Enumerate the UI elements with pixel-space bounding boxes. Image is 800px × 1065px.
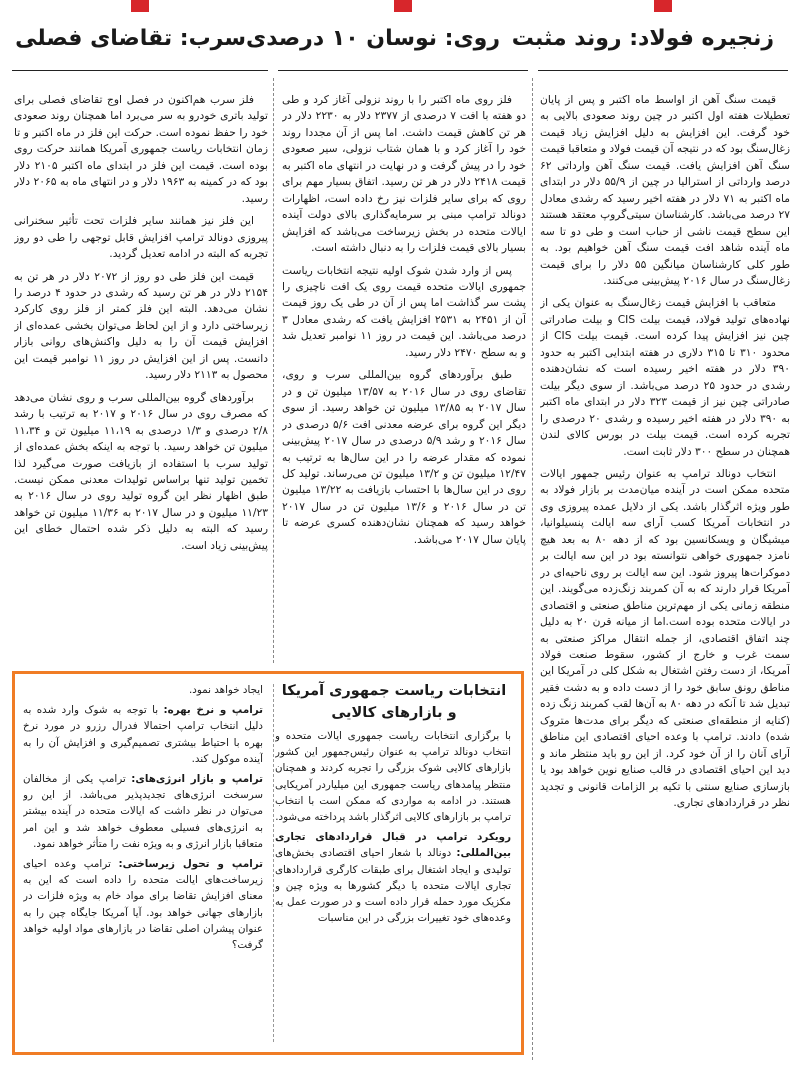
steel-article (540, 92, 790, 1057)
zinc-paragraph: فلز روی ماه اکتبر را با روند نزولی آغاز کرد و طی دو هفته با افت ۷ درصدی از ۲۳۷۷ دلار به ۲۲۳۰ دلار در هر تن کاهش قیمت داشت. اما پس از آن مجددا روند خود را آغاز کرد و با همان شتاب نزولی، سیر صعودی خود را در پیش گرفت و در نهایت در انتهای ماه اکتبر به قیمت ۲۴۱۸ دلار در هر تن رسید. اتفاق بسیار مهم برای روی که برای سایر فلزات نیز رخ داده است، اظهارات دونالد ترامپ مبنی بر سرمایه‌گذاری بالای دولت آینده ایالات متحده در بخش زیرساخت می‌باشد که افزایش بسیار بالای قیمت فلزات را به دنبال داشته است. (282, 93, 526, 255)
box-trade-text: دونالد با شعار احیای اقتصادی بخش‌های تولیدی و ایجاد اشتغال برای طبقات کارگری قراردادهای تجاری ایالات متحده با دیگر کشورها به ویژه چین و مکزیک مورد حمله قرار داده است و در صورت عمل به وعده‌های خود تغییرات بزرگی در این مناسبات (275, 847, 511, 925)
zinc-title: روی: نوسان ۱۰ درصدی (246, 26, 500, 51)
header-marker (131, 0, 149, 12)
steel-paragraph: متعاقب با افزایش قیمت زغال‌سنگ به عنوان یکی از نهاده‌های تولید فولاد، قیمت بیلت CIS و بیلت صادراتی چین نیز افزایش پیدا کرده است. قیمت بیلت CIS از محدود ۳۱۰ تا ۳۱۵ دلاری در هفته ابتدایی اکتبر به حدود ۳۹۰ دلار در هفته اخیر رسیده است که نشان‌دهنده رشدی در حدود ۲۵ درصد می‌باشد. از سوی دیگر بیلت صادراتی چین نیز از قیمت ۳۲۳ دلار در ابتدای ماه اکتبر به ۳۹۰ دلار در هفته اخیر رسیده و رشدی ۲۰ درصدی را تجربه کرده است. قیمت بیلت در بورس کالای لندن همچنان در سطح ۳۰۰ دلار ثابت است. (540, 296, 790, 458)
lead-paragraph: قیمت این فلز طی دو روز از ۲۰۷۲ دلار در هر تن به ۲۱۵۴ دلار در هر تن رسید که رشدی در حدود ۴ درصد را نشان می‌دهد. البته این فلز کمتر از فلز روی کارکرد زیرساختی دارد و از این لحاظ می‌توان بخشی عمده‌ای از افزایش قیمت آن را به دلیل واکنش‌های روانی بازار دانست. پس از این افزایش در روز ۱۱ نوامبر قیمت این محصول به ۲۱۱۳ دلار رسید. (14, 269, 268, 382)
lead-article (14, 92, 268, 667)
box-energy-text: ترامپ یکی از مخالفان سرسخت انرژی‌های تجدیدپذیر می‌باشد. از این رو می‌توان در نظر داشت که ایالات متحده در آینده بیشتر به انرژی‌های فسیلی معطوف خواهد شد و این امر متعاقبا بازار انرژی و به ویژه نفت را متأثر خواهد نمود. (23, 773, 263, 850)
box-heading-energy: ترامپ و بازار انرژی‌های: (131, 773, 263, 786)
election-sidebar-box (12, 671, 524, 1055)
box-continuation: ایجاد خواهد نمود. (188, 684, 263, 696)
box-heading-trade: رویکرد ترامپ در قبال قراردادهای تجاری بین‌المللی: (275, 831, 511, 860)
box-right-column (275, 728, 511, 1050)
lead-paragraph: فلز سرب هم‌اکنون در فصل اوج تقاضای فصلی برای تولید باتری خودرو به سر می‌برد اما همچنان روند صعودی خود را حفظ نموده است. حرکت این فلز در ماه اکتبر و تا زمان انتخابات ریاست جمهوری آمریکا همانند حرکت روی بوده است. قیمت این فلز در ابتدای ماه اکتبر ۲۱۰۵ دلار بود که در کمینه به ۱۹۶۳ دلار و در انتهای ماه به ۲۰۶۵ دلار رسید. (14, 93, 268, 205)
box-heading-interest: ترامپ و نرخ بهره: (163, 704, 263, 717)
column-divider (532, 78, 533, 1060)
box-title: انتخابات ریاست جمهوری آمریکا و بازارهای کالایی (281, 683, 507, 721)
box-heading-infrastructure: ترامپ و تحول زیرساختی: (118, 858, 263, 871)
box-divider (273, 684, 274, 1042)
lead-title: سرب: تقاضای فصلی (15, 26, 246, 51)
lead-paragraph: این فلز نیز همانند سایر فلزات تحت تأثیر سخنرانی پیروزی دونالد ترامپ افزایش قابل توجهی را طی دو روز تجربه که البته در ادامه تعدیل گردید. (14, 214, 268, 261)
box-interest-text: با توجه به شوک وارد شده به دلیل انتخاب ترامپ احتمالا فدرال رزرو در مورد نرخ بهره با احتیاط بیشتری تصمیم‌گیری و افزایش آن را به آینده موکول کند. (23, 704, 263, 765)
box-intro: با برگزاری انتخابات ریاست جمهوری ایالات متحده و انتخاب دونالد ترامپ به عنوان رئیس‌جمهور این کشور بازارهای کالایی شوک بزرگی را تجربه کردند و همچنان منتظر پیامدهای ریاست جمهوری این میلیاردر آمریکایی هستند. در ادامه به مواردی که ممکن است با انتخاب ترامپ بر بازارهای کالایی اثرگذار باشد پرداخته می‌شود. (275, 730, 511, 824)
steel-paragraph: قیمت سنگ آهن از اواسط ماه اکتبر و پس از پایان تعطیلات هفته اول اکتبر در چین روند صعودی بالایی به خود گرفت. این افزایش به دلیل افزایش زیاد قیمت زغال‌سنگ بود که در نتیجه آن قیمت فولاد و متعاقبا قیمت سنگ آهن افزایش یافت. قیمت سنگ آهن وارداتی ۶۲ درصد وارداتی از استرالیا در چین از ۵۵/۹ دلار در ابتدای ماه اکتبر به ۷۱ دلار در هفته اخیر رسید که رشدی معادل ۲۷ درصد می‌باشد. کارشناسان سیتی‌گروپ معتقد هستند این سطح قیمت ناشی از حباب است و طی دو تا سه ماه آینده شاهد افت قیمت سنگ آهن خواهیم بود. به طور کلی کارشناسان میانگین ۵۵ دلار را برای قیمت زغال‌سنگ در سال ۲۰۱۶ پیش‌بینی می‌کنند. (540, 93, 790, 287)
zinc-article (282, 92, 526, 667)
box-left-column (23, 682, 263, 1048)
box-infrastructure-text: ترامپ وعده احیای زیرساخت‌های ایالت متحده را داده است که این به معنای افزایش تقاضا برای مواد خام به ویژه فلزات در بازارهای جهانی خواهد بود. آیا آمریکا جایگاه چین را به عنوان پیشران اصلی تقاضا در بازارهای مواد اولیه خواهد گرفت؟ (23, 858, 263, 952)
zinc-paragraph: پس از وارد شدن شوک اولیه نتیجه انتخابات ریاست جمهوری ایالات متحده قیمت روی یک افت ناچیزی را پشت سر گذاشت اما پس از آن در طی یک روز قیمت آن از ۲۴۵۱ به ۲۵۳۱ افزایش یافت که رشدی معادل ۳ درصد می‌باشد. این قیمت در روز ۱۱ نوامبر تعدیل شد و به سطح ۲۴۷۰ دلار رسید. (282, 263, 526, 359)
header-zinc (246, 0, 528, 71)
header-marker (394, 0, 412, 12)
lead-paragraph: برآوردهای گروه بین‌المللی سرب و روی نشان می‌دهد که مصرف روی در سال ۲۰۱۶ و ۲۰۱۷ به ترتیب با رشد ۲/۸ درصدی و ۱/۳ درصدی به ۱۱،۱۹ میلیون تن و ۱۱،۳۴ میلیون تن خواهد رسید. با توجه به اینکه بخش عمده‌ای از تولید سرب با استفاده از بازیافت صورت می‌گیرد لذا تخمین تولید تنها براساس تولیدات معدنی ممکن نیست. طبق اظهار نظر این گروه تولید روی در سال ۲۰۱۶ به ۱۱/۲۳ میلیون و در سال ۲۰۱۷ به ۱۱/۳۶ میلیون تن خواهد رسید که البته به دلیل ذکر شده احتمال خطای این پیش‌بینی زیاد است. (14, 390, 268, 552)
steel-title: زنجیره فولاد: روند مثبت (511, 26, 774, 51)
header-marker (654, 0, 672, 12)
header-lead (12, 0, 268, 71)
header-steel (511, 0, 788, 71)
zinc-paragraph: طبق برآوردهای گروه بین‌المللی سرب و روی، تقاضای روی در سال ۲۰۱۶ به ۱۳/۵۷ میلیون تن و در سال ۲۰۱۷ به ۱۳/۸۵ میلیون تن خواهد رسید. از سوی دیگر این گروه برای عرضه معدنی افت ۵/۶ درصدی در سال ۲۰۱۶ و رشد ۵/۹ درصدی در سال ۲۰۱۷ پیش‌بینی نموده که مقدار عرضه را در این سال‌ها به ترتیب به ۱۲/۴۷ میلیون تن و ۱۳/۲ میلیون تن می‌رساند. تولید کل روی در این سال‌ها با احتساب بازیافت به ۱۳/۲۲ میلیون تن در سال ۲۰۱۶ و ۱۳/۶ میلیون تن در سال ۲۰۱۷ خواهد رسید که همچنان نشان‌دهنده کسری عرضه تا پایان سال ۲۰۱۷ می‌باشد. (282, 368, 526, 546)
steel-paragraph: انتخاب دونالد ترامپ به عنوان رئیس جمهور ایالات متحده ممکن است در آینده میان‌مدت بر بازار فولاد به طور ویژه اثرگذار باشد. یکی از دلایل عمده پیروزی وی در انتخابات آمریکا کسب آرای سه ایالت پنسیلوانیا، میشیگان و ویسکانسین بود که از دهه ۸۰ به بعد هیچ نامزد جمهوری خواهی نتوانسته بود در این سه ایالت بر دموکرات‌ها پیروز شود. این سه ایالت بر روی ناحیه‌ای در آمریکا قرار دارند که به آن کمربند زنگ‌زده می‌گویند. این منطقه زمانی یکی از مهم‌ترین مناطق صنعتی و اقتصادی در ایالات متحده بوده است.اما از میانه قرن ۲۰ به دلیل چند اتفاق اقتصادی، از جمله انتقال مراکز صنعتی به سمت غرب و خارج از کشور، سقوط صنعت فولاد آمریکا، از دست رفتن اشتغال به شکل کلی در آمریکا این مناطق رونق سابق خود را از دست داده و به دشت فقیر تبدیل شد تا آنکه در دهه ۸۰ به آن‌ها لقب کمربند زنگ زده (کنایه از منطقه‌ای صنعتی که دیگر برای مدت‌ها متروک شده) دادند. ترامپ با وعده احیای اقتصادی این مناطق آرای آنان را از آن خود کرد. از این رو باید منتظر ماند و دید این احیای اقتصادی در قالب صنایع نوین خواهد بود یا بازسازی صنایع سنتی با تکیه بر الزامات قانونی و تجدید نظر در قراردادهای تجاری. (540, 466, 790, 810)
column-divider (273, 78, 274, 663)
